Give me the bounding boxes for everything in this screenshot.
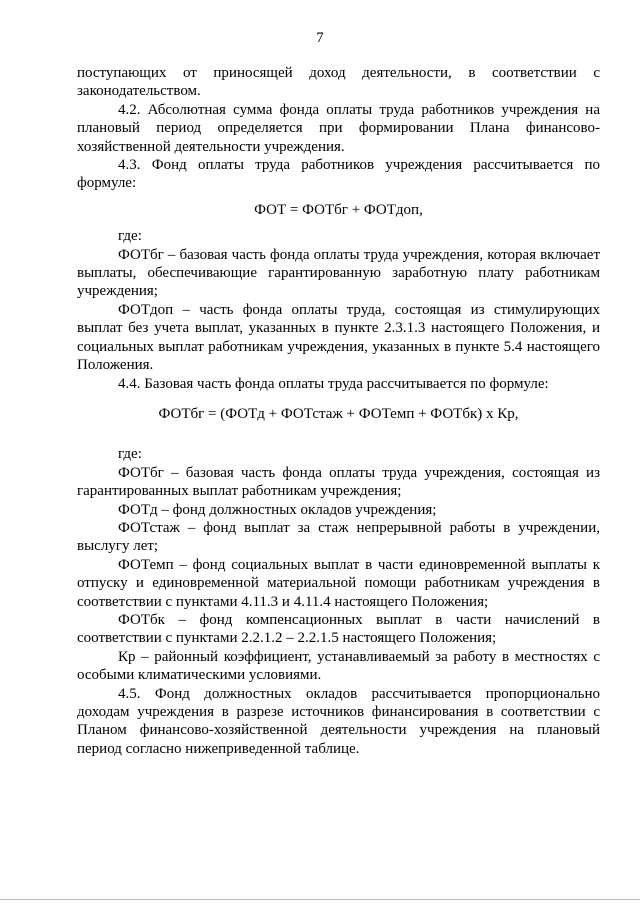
paragraph-4-3: 4.3. Фонд оплаты труда работников учреждения рассчитывается по формуле: <box>77 157 600 192</box>
where-label-2: где: <box>118 446 142 463</box>
where-label-1: где: <box>118 228 142 245</box>
paragraph-4-5: 4.5. Фонд должностных окладов рассчитывается пропорционально доходам учреждения в разрезе источников финансирования в соответствии с Планом финансово-хозяйственной деятельности учреждения на плановый период согласно нижеприведенной таблице. <box>77 685 600 757</box>
document-body <box>77 64 600 758</box>
definition-fotbg-1: ФОТбг – базовая часть фонда оплаты труда учреждения, которая включает выплаты, обеспечивающие гарантированную заработную плату работникам учреждения; <box>77 246 600 300</box>
definition-fotd: ФОТд – фонд должностных окладов учреждения; <box>118 501 437 518</box>
definition-fotbg-2: ФОТбг – базовая часть фонда оплаты труда учреждения, состоящая из гарантированных выплат работникам учреждения; <box>77 464 600 500</box>
definition-fotstazh: ФОТстаж – фонд выплат за стаж непрерывной работы в учреждении, выслугу лет; <box>77 519 600 555</box>
definition-kr: Кр – районный коэффициент, устанавливаемый за работу в местностях с особыми климатическими условиями. <box>77 648 600 684</box>
definition-fotemp: ФОТемп – фонд социальных выплат в части единовременной выплаты к отпуску и единовременной материальной помощи работникам учреждения в соответствии с пунктами 4.11.3 и 4.11.4 настоящего Положения; <box>77 556 600 610</box>
formula-fotbg: ФОТбг = (ФОТд + ФОТстаж + ФОТемп + ФОТбк) х Кр, <box>158 405 519 422</box>
definition-fotbk: ФОТбк – фонд компенсационных выплат в части начислений в соответствии с пунктами 2.2.1.2 – 2.2.1.5 настоящего Положения; <box>77 611 600 647</box>
definition-fotdop: ФОТдоп – часть фонда оплаты труда, состоящая из стимулирующих выплат без учета выплат, указанных в пункте 2.3.1.3 настоящего Положения, и социальных выплат работникам учреждения, указанных в пункте 5.4 настоящего Положения. <box>77 301 600 374</box>
paragraph-continuation: поступающих от приносящей доход деятельности, в соответствии с законодательством. <box>77 65 600 100</box>
page-number: 7 <box>316 30 324 46</box>
paragraph-4-2: 4.2. Абсолютная сумма фонда оплаты труда работников учреждения на плановый период определяется при формировании Плана финансово-хозяйственной деятельности учреждения. <box>77 101 600 155</box>
page-bottom-edge <box>0 899 640 900</box>
paragraph-4-4: 4.4. Базовая часть фонда оплаты труда рассчитывается по формуле: <box>118 375 549 392</box>
formula-fot: ФОТ = ФОТбг + ФОТдоп, <box>254 201 423 218</box>
